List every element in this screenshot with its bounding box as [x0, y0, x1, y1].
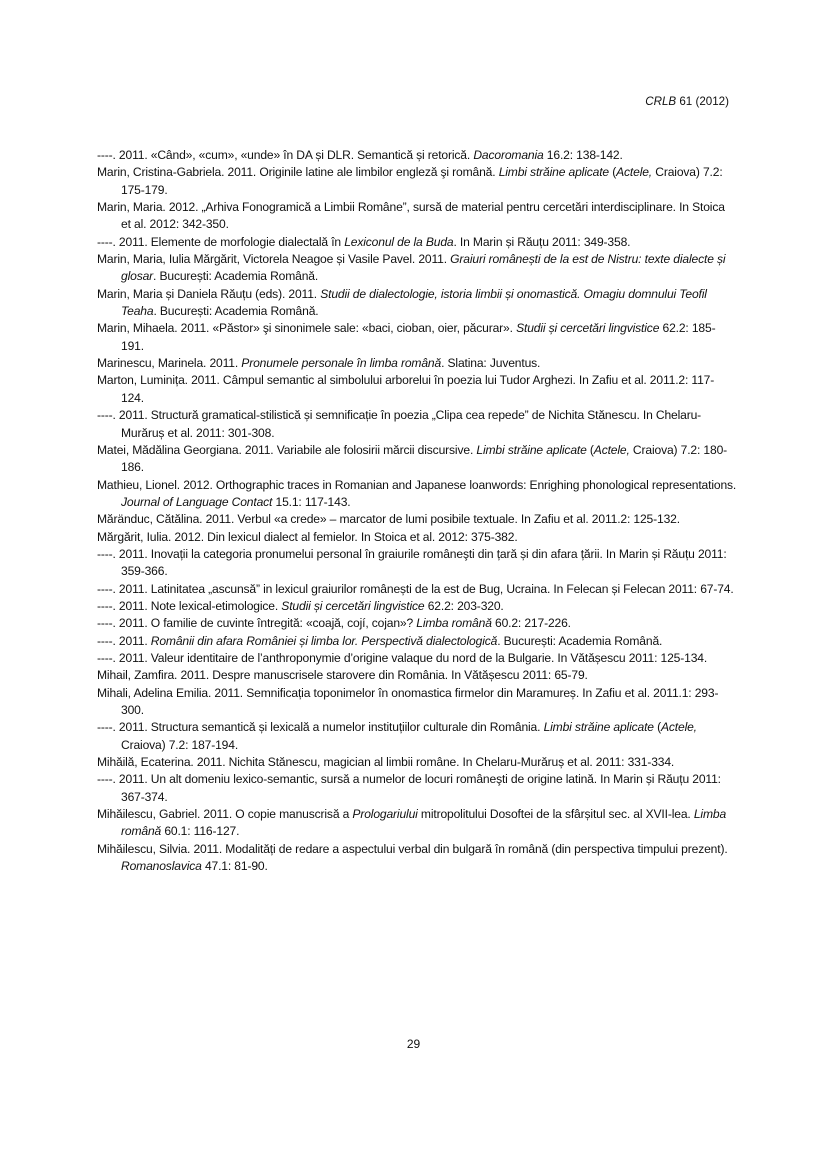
reference-text: ----. 2011. Valeur identitaire de l’anthroponymie d’origine valaque du nord de la Bulgarie. In Vătășescu 2011: 125-134. — [97, 650, 708, 665]
journal-abbrev: CRLB — [645, 95, 677, 108]
reference-text: 60.1: 116-127. — [161, 824, 240, 839]
italic-title: Lexiconul de la Buda — [344, 234, 454, 249]
reference-entry — [97, 372, 737, 407]
reference-text: 60.2: 217-226. — [491, 616, 571, 631]
reference-entry — [97, 529, 737, 546]
reference-text: ----. 2011. Note lexical-etimologice. — [97, 598, 282, 613]
reference-text: ----. 2011. Latinitatea „ascunsă” in lexicul graiurilor românești de la est de Bug, Ucraina. In Felecan și Felecan 2011: 67-74. — [97, 581, 734, 596]
reference-text: Mihail, Zamfira. 2011. Despre manuscrisele starovere din România. In Vătășescu 2011: 65-79. — [97, 668, 588, 683]
reference-text: Marin, Maria, Iulia Mărgărit, Victorela Neagoe și Vasile Pavel. 2011. — [97, 252, 451, 267]
reference-text: ----. 2011. Structură gramatical-stilistică și semnificație în poezia „Clipa cea repede” de Nichita Stănescu. In Chelaru-Murăruș et al. 2011: 301-308. — [97, 408, 702, 440]
reference-entry — [97, 598, 737, 615]
reference-text: Marin, Cristina-Gabriela. 2011. Originile latine ale limbilor engleză şi română. — [97, 165, 499, 180]
reference-entry — [97, 407, 737, 442]
reference-text: ----. 2011. — [97, 633, 151, 648]
reference-entry — [97, 164, 737, 199]
reference-text: Marin, Maria. 2012. „Arhiva Fonogramică a Limbii Române”, sursă de material pentru cercetări interdisciplinare. In Stoica et al. 2012: 342-350. — [97, 200, 725, 232]
reference-text: . București: Academia Română. — [497, 633, 663, 648]
reference-text: ----. 2011. «Când», «cum», «unde» în DA și DLR. Semantică și retorică. — [97, 148, 474, 162]
italic-title: Studii de dialectologie, istoria limbii și onomastică. Omagiu domnului Teofil Teaha — [121, 286, 707, 319]
italic-title: Studii și cercetări lingvistice — [281, 598, 425, 613]
reference-entry — [97, 841, 737, 876]
reference-text: . București: Academia Română. — [153, 269, 319, 284]
reference-entry — [97, 546, 737, 581]
reference-entry — [97, 650, 737, 667]
reference-text: Craiova) 7.2: 180-186. — [121, 442, 728, 475]
reference-entry — [97, 719, 737, 754]
reference-text: . București: Academia Română. — [153, 304, 319, 319]
reference-entry — [97, 771, 737, 806]
italic-title: Journal of Language Contact — [121, 494, 273, 509]
reference-entry — [97, 147, 737, 164]
italic-title: Limbi străine aplicate — [476, 442, 587, 457]
reference-text: ( — [609, 165, 617, 180]
italic-title: Actele, — [593, 442, 630, 457]
reference-entry — [97, 806, 737, 841]
reference-entry — [97, 511, 737, 528]
running-head — [645, 95, 729, 108]
reference-text: Mihăilescu, Gabriel. 2011. O copie manuscrisă a — [97, 807, 353, 822]
reference-text: . In Marin și Răuțu 2011: 349-358. — [453, 234, 631, 249]
reference-text: Mihali, Adelina Emilia. 2011. Semnificația toponimelor în onomastica firmelor din Maramureș. In Zafiu et al. 2011.1: 293-300. — [97, 685, 719, 717]
reference-text: ( — [653, 720, 661, 735]
italic-title: Graiuri românești de la est de Nistru: texte dialecte și glosar — [121, 252, 726, 284]
reference-entry — [97, 685, 737, 720]
reference-text: Marton, Luminița. 2011. Câmpul semantic al simbolului arborelui în poezia lui Tudor Arghezi. In Zafiu et al. 2011.2: 117-124. — [97, 373, 715, 405]
reference-text: mitropolitului Dosoftei de la sfârșitul sec. al XVII-lea. — [417, 807, 694, 822]
reference-entry — [97, 199, 737, 234]
reference-text: Marin, Mihaela. 2011. «Păstor» şi sinonimele sale: «baci, cioban, oier, păcurar». — [97, 321, 517, 336]
reference-text: 15.1: 117-143. — [272, 494, 351, 509]
reference-text: 62.2: 185-191. — [121, 321, 716, 353]
reference-entry — [97, 234, 737, 251]
reference-text: 62.2: 203-320. — [424, 598, 504, 613]
reference-text: Mathieu, Lionel. 2012. Orthographic traces in Romanian and Japanese loanwords: Enrighing phonological representations. — [97, 477, 737, 492]
reference-text: Mihăilă, Ecaterina. 2011. Nichita Stănescu, magician al limbii române. In Chelaru-Murăruș et al. 2011: 331-334. — [97, 755, 675, 770]
italic-title: Limba română — [121, 807, 727, 839]
reference-text: ----. 2011. Inovații la categoria pronumelui personal în graiurile româneşti din țară și din afara țării. In Marin și Răuțu 2011: 359-366. — [97, 546, 727, 579]
reference-entry — [97, 754, 737, 771]
reference-entry — [97, 442, 737, 477]
page-number: 29 — [406, 1037, 421, 1051]
reference-entry — [97, 286, 737, 321]
italic-title: Pronumele personale în limba română — [241, 356, 442, 371]
italic-title: Actele, — [660, 720, 697, 735]
reference-entry — [97, 581, 737, 598]
reference-entry — [97, 667, 737, 684]
italic-title: Dacoromania — [473, 148, 544, 162]
italic-title: Studii și cercetări lingvistice — [516, 321, 660, 336]
reference-text: ( — [586, 442, 594, 457]
reference-text: 47.1: 81-90. — [201, 859, 268, 874]
reference-text: . Slatina: Juventus. — [441, 356, 541, 371]
italic-title: Limba română — [416, 616, 492, 631]
italic-title: Limbi străine aplicate — [498, 165, 609, 180]
reference-list — [97, 147, 737, 875]
reference-entry — [97, 633, 737, 650]
reference-entry — [97, 320, 737, 355]
reference-text: 16.2: 138-142. — [543, 148, 623, 162]
italic-title: Prologariului — [352, 807, 418, 822]
reference-text: Matei, Mădălina Georgiana. 2011. Variabile ale folosirii mărcii discursive. — [97, 442, 477, 457]
volume-year: 61 (2012) — [676, 95, 729, 108]
reference-text: Marinescu, Marinela. 2011. — [97, 356, 242, 371]
reference-text: Mihăilescu, Silvia. 2011. Modalități de redare a aspectului verbal din bulgară în română (din perspectiva timpului prezent). — [97, 841, 728, 856]
reference-text: Măränduc, Cătălina. 2011. Verbul «a crede» – marcator de lumi posibile textuale. In Zafiu et al. 2011.2: 125-132. — [97, 512, 680, 527]
reference-text: Craiova) 7.2: 175-179. — [121, 165, 723, 197]
reference-entry — [97, 615, 737, 632]
italic-title: Limbi străine aplicate — [543, 720, 654, 735]
italic-title: Romanoslavica — [121, 859, 202, 874]
reference-text: ----. 2011. Elemente de morfologie dialectală în — [97, 234, 345, 249]
reference-entry — [97, 477, 737, 512]
reference-text: Mărgărit, Iulia. 2012. Din lexicul dialect al femielor. In Stoica et al. 2012: 375-382. — [97, 529, 518, 544]
reference-text: ----. 2011. O familie de cuvinte întregită: «coajă, cojí, cojan»? — [97, 616, 417, 631]
reference-entry — [97, 251, 737, 286]
reference-text: Craiova) 7.2: 187-194. — [121, 737, 239, 752]
reference-text: ----. 2011. Un alt domeniu lexico-semantic, sursă a numelor de locuri româneşti de origine latină. In Marin și Răuțu 2011: 367-374. — [97, 772, 721, 804]
italic-title: Românii din afara României și limba lor. Perspectivă dialectologică — [150, 633, 498, 648]
reference-text: Marin, Maria și Daniela Răuțu (eds). 2011. — [97, 286, 321, 301]
reference-text: ----. 2011. Structura semantică și lexicală a numelor instituțiilor culturale din România. — [97, 720, 544, 735]
reference-entry — [97, 355, 737, 372]
italic-title: Actele, — [616, 165, 653, 180]
